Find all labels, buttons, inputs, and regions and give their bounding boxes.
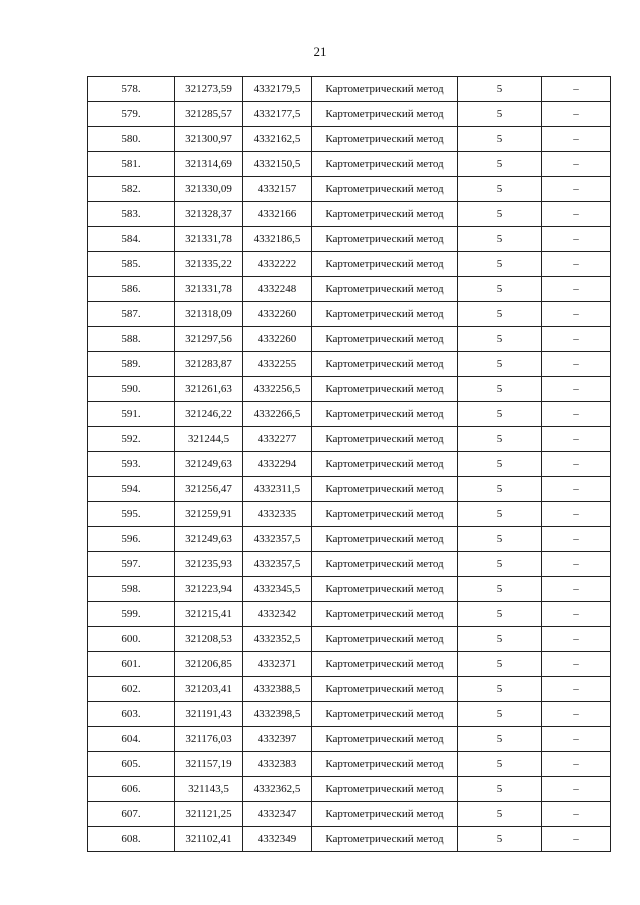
method-cell: Картометрический метод <box>312 602 458 627</box>
note-cell: – <box>542 252 611 277</box>
y-coordinate-cell: 4332277 <box>243 427 312 452</box>
note-cell: – <box>542 702 611 727</box>
y-coordinate-cell: 4332388,5 <box>243 677 312 702</box>
x-coordinate-cell: 321300,97 <box>175 127 243 152</box>
accuracy-cell: 5 <box>458 627 542 652</box>
table-row <box>88 302 611 327</box>
method-cell: Картометрический метод <box>312 427 458 452</box>
method-cell: Картометрический метод <box>312 727 458 752</box>
note-cell: – <box>542 677 611 702</box>
accuracy-cell: 5 <box>458 427 542 452</box>
accuracy-cell: 5 <box>458 527 542 552</box>
x-coordinate-cell: 321297,56 <box>175 327 243 352</box>
table-row <box>88 477 611 502</box>
note-cell: – <box>542 202 611 227</box>
method-cell: Картометрический метод <box>312 527 458 552</box>
y-coordinate-cell: 4332349 <box>243 827 312 852</box>
method-cell: Картометрический метод <box>312 352 458 377</box>
y-coordinate-cell: 4332256,5 <box>243 377 312 402</box>
method-cell: Картометрический метод <box>312 777 458 802</box>
point-number-cell: 603. <box>88 702 175 727</box>
x-coordinate-cell: 321143,5 <box>175 777 243 802</box>
note-cell: – <box>542 227 611 252</box>
table-row <box>88 102 611 127</box>
accuracy-cell: 5 <box>458 477 542 502</box>
y-coordinate-cell: 4332397 <box>243 727 312 752</box>
accuracy-cell: 5 <box>458 127 542 152</box>
x-coordinate-cell: 321244,5 <box>175 427 243 452</box>
x-coordinate-cell: 321121,25 <box>175 802 243 827</box>
point-number-cell: 598. <box>88 577 175 602</box>
point-number-cell: 608. <box>88 827 175 852</box>
table-row <box>88 202 611 227</box>
note-cell: – <box>542 302 611 327</box>
accuracy-cell: 5 <box>458 252 542 277</box>
note-cell: – <box>542 127 611 152</box>
note-cell: – <box>542 527 611 552</box>
note-cell: – <box>542 327 611 352</box>
x-coordinate-cell: 321330,09 <box>175 177 243 202</box>
table-row <box>88 352 611 377</box>
point-number-cell: 581. <box>88 152 175 177</box>
accuracy-cell: 5 <box>458 577 542 602</box>
table-row <box>88 427 611 452</box>
table-row <box>88 677 611 702</box>
accuracy-cell: 5 <box>458 652 542 677</box>
table-row <box>88 777 611 802</box>
accuracy-cell: 5 <box>458 727 542 752</box>
table-row <box>88 377 611 402</box>
y-coordinate-cell: 4332255 <box>243 352 312 377</box>
table-row <box>88 602 611 627</box>
y-coordinate-cell: 4332362,5 <box>243 777 312 802</box>
table-row <box>88 277 611 302</box>
point-number-cell: 594. <box>88 477 175 502</box>
y-coordinate-cell: 4332342 <box>243 602 312 627</box>
coordinates-table-body <box>88 77 611 852</box>
x-coordinate-cell: 321283,87 <box>175 352 243 377</box>
accuracy-cell: 5 <box>458 227 542 252</box>
table-row <box>88 627 611 652</box>
method-cell: Картометрический метод <box>312 202 458 227</box>
table-row <box>88 802 611 827</box>
point-number-cell: 584. <box>88 227 175 252</box>
x-coordinate-cell: 321191,43 <box>175 702 243 727</box>
table-row <box>88 402 611 427</box>
y-coordinate-cell: 4332347 <box>243 802 312 827</box>
point-number-cell: 588. <box>88 327 175 352</box>
point-number-cell: 582. <box>88 177 175 202</box>
page-number: 21 <box>313 44 327 59</box>
x-coordinate-cell: 321246,22 <box>175 402 243 427</box>
y-coordinate-cell: 4332357,5 <box>243 527 312 552</box>
y-coordinate-cell: 4332150,5 <box>243 152 312 177</box>
method-cell: Картометрический метод <box>312 552 458 577</box>
method-cell: Картометрический метод <box>312 102 458 127</box>
note-cell: – <box>542 152 611 177</box>
note-cell: – <box>542 452 611 477</box>
note-cell: – <box>542 777 611 802</box>
table-row <box>88 252 611 277</box>
accuracy-cell: 5 <box>458 352 542 377</box>
table-row <box>88 727 611 752</box>
table-row <box>88 452 611 477</box>
point-number-cell: 607. <box>88 802 175 827</box>
table-row <box>88 127 611 152</box>
x-coordinate-cell: 321273,59 <box>175 77 243 102</box>
method-cell: Картометрический метод <box>312 302 458 327</box>
table-row <box>88 527 611 552</box>
point-number-cell: 590. <box>88 377 175 402</box>
note-cell: – <box>542 752 611 777</box>
point-number-cell: 602. <box>88 677 175 702</box>
point-number-cell: 605. <box>88 752 175 777</box>
note-cell: – <box>542 177 611 202</box>
x-coordinate-cell: 321331,78 <box>175 227 243 252</box>
accuracy-cell: 5 <box>458 202 542 227</box>
coordinates-table <box>87 76 611 852</box>
method-cell: Картометрический метод <box>312 277 458 302</box>
x-coordinate-cell: 321215,41 <box>175 602 243 627</box>
note-cell: – <box>542 602 611 627</box>
method-cell: Картометрический метод <box>312 477 458 502</box>
x-coordinate-cell: 321208,53 <box>175 627 243 652</box>
x-coordinate-cell: 321285,57 <box>175 102 243 127</box>
y-coordinate-cell: 4332294 <box>243 452 312 477</box>
accuracy-cell: 5 <box>458 402 542 427</box>
point-number-cell: 606. <box>88 777 175 802</box>
y-coordinate-cell: 4332260 <box>243 302 312 327</box>
y-coordinate-cell: 4332311,5 <box>243 477 312 502</box>
y-coordinate-cell: 4332248 <box>243 277 312 302</box>
table-row <box>88 827 611 852</box>
note-cell: – <box>542 827 611 852</box>
accuracy-cell: 5 <box>458 802 542 827</box>
note-cell: – <box>542 352 611 377</box>
x-coordinate-cell: 321318,09 <box>175 302 243 327</box>
point-number-cell: 591. <box>88 402 175 427</box>
x-coordinate-cell: 321235,93 <box>175 552 243 577</box>
y-coordinate-cell: 4332383 <box>243 752 312 777</box>
method-cell: Картометрический метод <box>312 77 458 102</box>
accuracy-cell: 5 <box>458 777 542 802</box>
accuracy-cell: 5 <box>458 102 542 127</box>
method-cell: Картометрический метод <box>312 652 458 677</box>
x-coordinate-cell: 321256,47 <box>175 477 243 502</box>
accuracy-cell: 5 <box>458 302 542 327</box>
table-row <box>88 502 611 527</box>
note-cell: – <box>542 802 611 827</box>
accuracy-cell: 5 <box>458 552 542 577</box>
y-coordinate-cell: 4332335 <box>243 502 312 527</box>
method-cell: Картометрический метод <box>312 252 458 277</box>
y-coordinate-cell: 4332345,5 <box>243 577 312 602</box>
point-number-cell: 595. <box>88 502 175 527</box>
x-coordinate-cell: 321335,22 <box>175 252 243 277</box>
accuracy-cell: 5 <box>458 677 542 702</box>
point-number-cell: 600. <box>88 627 175 652</box>
y-coordinate-cell: 4332357,5 <box>243 552 312 577</box>
x-coordinate-cell: 321203,41 <box>175 677 243 702</box>
y-coordinate-cell: 4332398,5 <box>243 702 312 727</box>
y-coordinate-cell: 4332186,5 <box>243 227 312 252</box>
point-number-cell: 580. <box>88 127 175 152</box>
method-cell: Картометрический метод <box>312 377 458 402</box>
note-cell: – <box>542 102 611 127</box>
method-cell: Картометрический метод <box>312 152 458 177</box>
note-cell: – <box>542 627 611 652</box>
note-cell: – <box>542 552 611 577</box>
y-coordinate-cell: 4332162,5 <box>243 127 312 152</box>
accuracy-cell: 5 <box>458 77 542 102</box>
point-number-cell: 599. <box>88 602 175 627</box>
point-number-cell: 589. <box>88 352 175 377</box>
x-coordinate-cell: 321261,63 <box>175 377 243 402</box>
x-coordinate-cell: 321314,69 <box>175 152 243 177</box>
accuracy-cell: 5 <box>458 752 542 777</box>
x-coordinate-cell: 321223,94 <box>175 577 243 602</box>
method-cell: Картометрический метод <box>312 627 458 652</box>
note-cell: – <box>542 77 611 102</box>
x-coordinate-cell: 321331,78 <box>175 277 243 302</box>
table-row <box>88 752 611 777</box>
x-coordinate-cell: 321249,63 <box>175 452 243 477</box>
x-coordinate-cell: 321249,63 <box>175 527 243 552</box>
point-number-cell: 592. <box>88 427 175 452</box>
point-number-cell: 604. <box>88 727 175 752</box>
accuracy-cell: 5 <box>458 502 542 527</box>
note-cell: – <box>542 427 611 452</box>
accuracy-cell: 5 <box>458 602 542 627</box>
note-cell: – <box>542 277 611 302</box>
table-row <box>88 552 611 577</box>
method-cell: Картометрический метод <box>312 327 458 352</box>
method-cell: Картометрический метод <box>312 577 458 602</box>
point-number-cell: 593. <box>88 452 175 477</box>
point-number-cell: 585. <box>88 252 175 277</box>
y-coordinate-cell: 4332260 <box>243 327 312 352</box>
accuracy-cell: 5 <box>458 177 542 202</box>
y-coordinate-cell: 4332352,5 <box>243 627 312 652</box>
x-coordinate-cell: 321102,41 <box>175 827 243 852</box>
note-cell: – <box>542 377 611 402</box>
x-coordinate-cell: 321206,85 <box>175 652 243 677</box>
table-row <box>88 652 611 677</box>
accuracy-cell: 5 <box>458 702 542 727</box>
method-cell: Картометрический метод <box>312 402 458 427</box>
point-number-cell: 601. <box>88 652 175 677</box>
accuracy-cell: 5 <box>458 152 542 177</box>
note-cell: – <box>542 727 611 752</box>
note-cell: – <box>542 577 611 602</box>
method-cell: Картометрический метод <box>312 827 458 852</box>
accuracy-cell: 5 <box>458 377 542 402</box>
method-cell: Картометрический метод <box>312 227 458 252</box>
table-row <box>88 227 611 252</box>
point-number-cell: 587. <box>88 302 175 327</box>
x-coordinate-cell: 321157,19 <box>175 752 243 777</box>
table-row <box>88 327 611 352</box>
accuracy-cell: 5 <box>458 827 542 852</box>
table-row <box>88 152 611 177</box>
accuracy-cell: 5 <box>458 452 542 477</box>
note-cell: – <box>542 652 611 677</box>
y-coordinate-cell: 4332157 <box>243 177 312 202</box>
method-cell: Картометрический метод <box>312 752 458 777</box>
method-cell: Картометрический метод <box>312 677 458 702</box>
y-coordinate-cell: 4332266,5 <box>243 402 312 427</box>
table-row <box>88 577 611 602</box>
method-cell: Картометрический метод <box>312 802 458 827</box>
point-number-cell: 579. <box>88 102 175 127</box>
method-cell: Картометрический метод <box>312 127 458 152</box>
note-cell: – <box>542 402 611 427</box>
point-number-cell: 583. <box>88 202 175 227</box>
note-cell: – <box>542 477 611 502</box>
method-cell: Картометрический метод <box>312 452 458 477</box>
y-coordinate-cell: 4332179,5 <box>243 77 312 102</box>
x-coordinate-cell: 321259,91 <box>175 502 243 527</box>
table-row <box>88 702 611 727</box>
y-coordinate-cell: 4332371 <box>243 652 312 677</box>
point-number-cell: 586. <box>88 277 175 302</box>
x-coordinate-cell: 321328,37 <box>175 202 243 227</box>
accuracy-cell: 5 <box>458 327 542 352</box>
y-coordinate-cell: 4332222 <box>243 252 312 277</box>
point-number-cell: 578. <box>88 77 175 102</box>
method-cell: Картометрический метод <box>312 502 458 527</box>
note-cell: – <box>542 502 611 527</box>
point-number-cell: 597. <box>88 552 175 577</box>
y-coordinate-cell: 4332166 <box>243 202 312 227</box>
method-cell: Картометрический метод <box>312 702 458 727</box>
point-number-cell: 596. <box>88 527 175 552</box>
x-coordinate-cell: 321176,03 <box>175 727 243 752</box>
table-row <box>88 77 611 102</box>
table-row <box>88 177 611 202</box>
accuracy-cell: 5 <box>458 277 542 302</box>
y-coordinate-cell: 4332177,5 <box>243 102 312 127</box>
method-cell: Картометрический метод <box>312 177 458 202</box>
